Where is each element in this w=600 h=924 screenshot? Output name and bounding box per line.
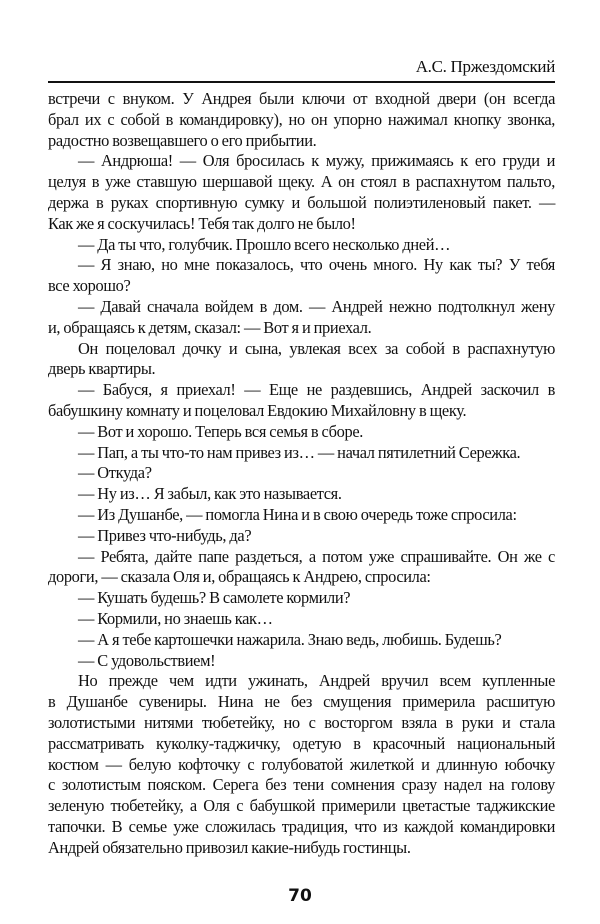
- text-line: с золотистым пояском. Серега без тени сомнения сразу надел на голову: [48, 775, 555, 795]
- text-line: — Давай сначала войдем в дом. — Андрей нежно подтолкнул жену: [78, 296, 555, 316]
- text-line: — Да ты что, голубчик. Прошло всего несколько дней…: [78, 234, 451, 254]
- text-line: — Пап, а ты что-то нам привез из… — начал пятилетний Сережка.: [78, 442, 521, 462]
- text-line: целуя в уже ставшую шершавой щеку. А он стоял в распахнутом пальто,: [48, 172, 555, 192]
- running-header-author: А.С. Пржездомский: [415, 57, 555, 76]
- page-number: 70: [288, 886, 312, 906]
- text-line: тапочки. В семье уже сложилась традиция, что из каждой командировки: [48, 816, 555, 836]
- running-header: [48, 55, 555, 83]
- text-line: золотистыми нитями тюбетейку, но с восторгом взяла в руки и стала: [48, 712, 555, 732]
- text-line: Но прежде чем идти ужинать, Андрей вручил всем купленные: [78, 671, 555, 691]
- text-line: костюм — белую кофточку с голубоватой жилеткой и длинную юбочку: [48, 754, 555, 774]
- text-line: радостно возвещавшего о его прибытии.: [48, 130, 317, 150]
- text-line: держа в руках спортивную сумку и большой полиэтиленовый пакет. —: [48, 192, 555, 212]
- text-line: Как же я соскучилась! Тебя так долго не было!: [48, 213, 356, 233]
- text-line: — Андрюша! — Оля бросилась к мужу, прижимаясь к его груди и: [78, 151, 555, 171]
- text-line: — Ребята, дайте папе раздеться, а потом уже спрашивайте. Он же с: [78, 546, 555, 566]
- text-line: брал их с собой в командировку), но он упорно нажимал кнопку звонка,: [48, 109, 555, 129]
- text-line: встречи с внуком. У Андрея были ключи от входной двери (он всегда: [48, 89, 555, 108]
- text-line: дверь квартиры.: [48, 359, 156, 379]
- text-line: Андрей обязательно привозил какие-нибудь гостинцы.: [48, 837, 411, 857]
- body-text: [48, 89, 555, 858]
- text-line: и, обращаясь к детям, сказал: — Вот я и приехал.: [48, 317, 372, 337]
- text-line: — Из Душанбе, — помогла Нина и в свою очередь тоже спросила:: [78, 504, 517, 524]
- text-line: все хорошо?: [48, 276, 131, 296]
- text-line: — Я знаю, но мне показалось, что очень много. Ну как ты? У тебя: [78, 255, 555, 275]
- text-line: дороги, — сказала Оля и, обращаясь к Андрею, спросила:: [48, 567, 431, 587]
- text-line: — Кормили, но знаешь как…: [78, 608, 273, 628]
- text-line: — Бабуся, я приехал! — Еще не раздевшись, Андрей заскочил в: [78, 380, 555, 400]
- text-line: в Душанбе сувениры. Нина не без смущения примерила расшитую: [48, 692, 555, 712]
- text-line: — Привез что-нибудь, да?: [78, 525, 252, 545]
- text-line: зеленую тюбетейку, а Оля с бабушкой примерили цветастые таджикские: [48, 796, 555, 816]
- text-line: — А я тебе картошечки нажарила. Знаю ведь, любишь. Будешь?: [78, 629, 502, 649]
- text-line: Он поцеловал дочку и сына, увлекая всех за собой в распахнутую: [78, 338, 555, 358]
- text-line: рассматривать куколку-таджичку, одетую в красочный национальный: [48, 733, 555, 753]
- text-line: бабушкину комнату и поцеловал Евдокию Михайловну в щеку.: [48, 400, 467, 420]
- text-line: — С удовольствием!: [78, 650, 216, 670]
- text-line: — Откуда?: [78, 463, 152, 483]
- text-line: — Кушать будешь? В самолете кормили?: [78, 588, 351, 608]
- text-line: — Вот и хорошо. Теперь вся семья в сборе.: [78, 421, 364, 441]
- text-line: — Ну из… Я забыл, как это называется.: [78, 484, 342, 504]
